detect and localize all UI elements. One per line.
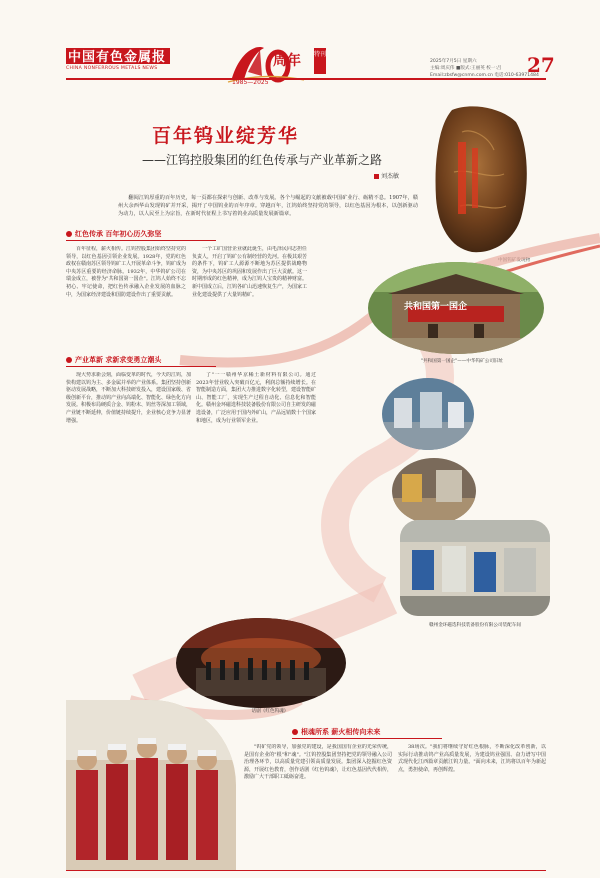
tungsten-ore-photo: [432, 102, 532, 257]
issue-date: 2025年7月5日 星期六: [430, 59, 477, 64]
section3-column2: 38场次。"我们将继续守好红色根脉，不断深化改革创新，以实际行动推动钨产业高质量发展，为建设钨业强国、奋力谱写中国式现代化江西篇章贡献江钨力量。"面向未来，江钨将以百年为新起点，勇担使命，再创辉煌。: [398, 744, 546, 773]
section-bullet-icon: [66, 357, 72, 363]
stage-photo-caption: 话剧《红色钨魂》: [251, 709, 289, 714]
page-number: 27: [527, 53, 555, 77]
section-heading-roots: [292, 727, 380, 737]
article-byline: 刘杰敏: [374, 171, 399, 180]
section2-column2: 了"一一赣州华京稀土新材料有限公司。通过2023年营业收入突破百亿元，利润总额持续增长。在智能制造方面，集团大力推进数字化转型，建设智能矿山、智能工厂，实现生产过程自动化、信息化和智能化。赣州金环磁选科技装备股份有限公司自主研发的磁选设备，广泛应用于国内外矿山，产品远销数十个国家和地区，成为行业领军企业。: [196, 372, 316, 424]
section-bullet-icon: [292, 729, 298, 735]
editor-line: 主编:周庆伟 ■版式:王丽英 校一:吕: [430, 66, 502, 71]
section-heading-industry-reform: [66, 355, 161, 365]
workshop-photo-2: [392, 458, 476, 524]
factory-assembly-photo: [400, 520, 550, 616]
anniversary-label: 周年: [273, 53, 301, 69]
masthead: [0, 0, 600, 92]
section3-column1: "钨矿党的领导，加强党的建设，是我国国有企业的光荣传统，是国有企业的"根"和"魂"。"江钨控股集团坚持把党的领导融入公司治理各环节，以高质量党建引领高质量发展。集团深入挖掘红色资源，开展红色教育，创作话剧《红色钨魂》，让红色基因代代相传，激励广大干部职工砥砺奋进。: [244, 744, 392, 781]
stage-drama-photo: [176, 618, 346, 708]
section-rule: [66, 240, 216, 241]
footer-rule: [66, 870, 546, 871]
section-heading-text: 红色传承 百年初心历久弥坚: [75, 230, 162, 238]
article-subtitle: ——江钨控股集团的红色传承与产业革新之路: [142, 153, 383, 167]
newspaper-logo-english: CHINA NONFERROUS METALS NEWS: [66, 66, 158, 71]
ore-photo-caption: 中国钨矿发现物: [498, 258, 531, 263]
section-bullet-icon: [66, 231, 72, 237]
header-rule: [66, 78, 546, 80]
section1-column2: 一个工矿国营企业就此诞生，由毛泽民同志担任负责人，开启了钨矿公有制经营的先河。在极其艰苦的条件下，钨矿工人源源不断地为苏区提供战略物资，为中央苏区的巩固和发展作出了巨大贡献。这一时期形成的红色精神，成为江钨人宝贵的精神财富。新中国成立后，江钨各矿山迅速恢复生产，为国家工业化建设提供了大量钨精矿。: [192, 246, 307, 298]
section-rule: [66, 366, 216, 367]
banner-slogan: 共和国第一国企: [404, 302, 468, 312]
factory-photo-caption: 赣州金环磁选科技装备股份有限公司装配车间: [429, 623, 521, 628]
workshop-photo-1: [382, 378, 474, 450]
article-title: 百年钨业绽芳华: [152, 125, 300, 147]
worker-team-photo: [66, 700, 236, 870]
section-heading-text: 产业革新 求新求变勇立潮头: [75, 356, 162, 364]
section-heading-red-heritage: [66, 229, 161, 239]
section2-column1: 现大势求新会刻，面临变革的时代，今天的江钨，加快构建以钨为主、多金属并举的产业体系。集团坚持创新驱动发展战略，不断加大科技研发投入，建设国家级、省级创新平台，推动钨产业向高端化、智能化、绿色化方向发展。积极布局硬质合金、钨粉末、钨丝等深加工领域，产业链不断延伸，价值链持续提升，企业核心竞争力显著增强。: [66, 372, 191, 424]
newspaper-logo: 中国有色金属报: [68, 50, 167, 65]
contact-line: Email:zbsfw@cnmn.com.cn 电话:010-63971484: [430, 73, 539, 78]
special-issue-tag: 特刊: [314, 48, 326, 74]
section-rule: [292, 738, 442, 739]
anniversary-years: 1985—2025: [232, 79, 269, 86]
former-hq-caption: "共和国第一国企"——中华钨矿公司旧址: [420, 359, 504, 364]
article-lead: 翻阅江钨厚重的百年历史，每一页都在探索与创新、改革与发展。各个与崛起的文献被载中国矿业行、砺精不息。1907年，赣州大余西华山发现钨矿并开采，揭开了中国钨业的百年序章。穿越百年，江钨始终坚持党的领导，以红色基因为根本，以创新驱动为动力，以人民至上为宗旨，在新时代征程上书写着钨业高质量发展新篇章。: [118, 195, 418, 218]
header-meta: [430, 58, 539, 79]
section-heading-text: 根魂所系 薪火相传向未来: [301, 728, 381, 736]
section1-column1: 百年征程，薪火相传。江钨控股集团始终坚持党的领导，以红色基因引领企业发展。1928年，党的红色政权在赣南苏区领导钨矿工人开展革命斗争，钨矿成为中央苏区重要的经济命脉。1932年，中华钨矿公司在瑞金成立，被誉为"共和国第一国企"。江钨人始终不忘初心、牢记使命，把红色传承融入企业发展的血脉之中，为国家经济建设和国防建设作出了重要贡献。: [66, 246, 186, 298]
